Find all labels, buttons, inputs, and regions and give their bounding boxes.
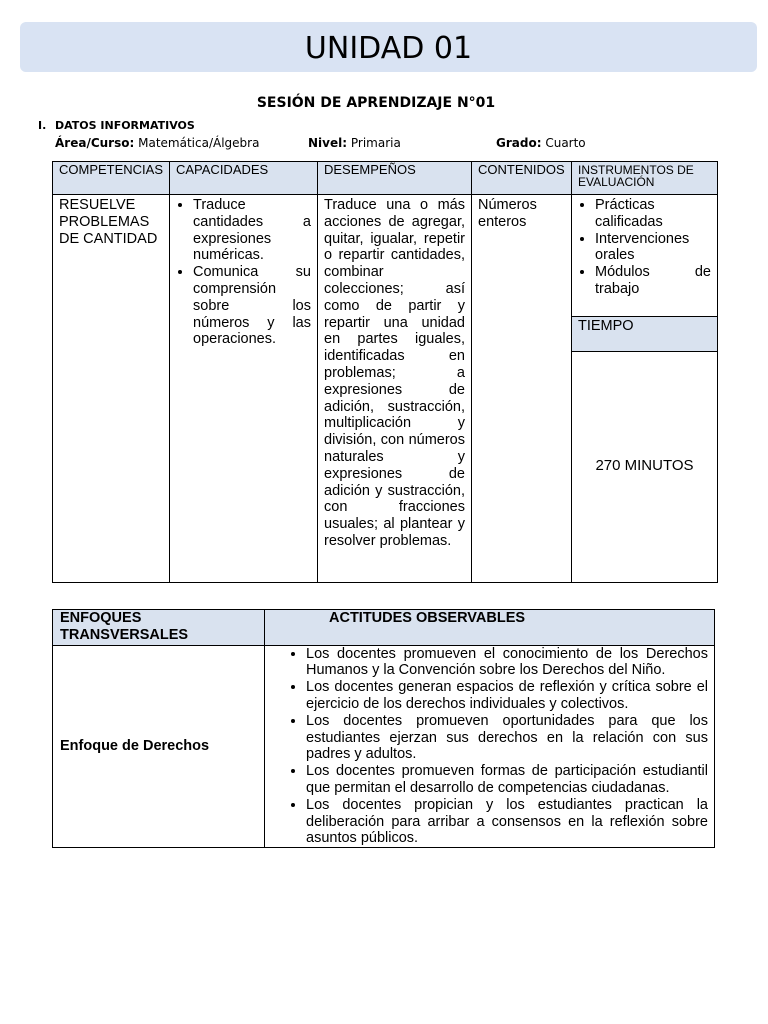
grado-label: Grado:: [496, 136, 542, 150]
instrumento-item: • Intervenciones orales: [595, 231, 711, 265]
capacidades-cell: [170, 195, 318, 583]
nivel-field: [308, 136, 401, 150]
enfoques-table: [52, 609, 715, 848]
area-field: [55, 136, 259, 150]
unit-title: UNIDAD 01: [304, 31, 473, 66]
competencias-body-row: [53, 195, 718, 583]
unit-title-banner: [20, 22, 757, 72]
capacidad-item: • Comunica su comprensión sobre los números y las operaciones.: [193, 264, 311, 348]
datos-number: I.: [38, 119, 47, 132]
competencia-cell: RESUELVE PROBLEMAS DE CANTIDAD: [53, 195, 170, 583]
competencias-table: [52, 161, 718, 583]
capacidades-list: [176, 197, 311, 348]
enfoques-body-row: [53, 645, 715, 848]
actitudes-cell: [265, 645, 715, 848]
actitud-item: • Los docentes propician y los estudiantes practican la deliberación para arribar a consensos en la reflexión sobre asuntos públicos.: [306, 797, 708, 847]
datos-title: DATOS INFORMATIVOS: [55, 119, 195, 132]
enfoque-cell: Enfoque de Derechos: [53, 645, 265, 848]
grado-value: Cuarto: [545, 136, 586, 150]
header-capacidades: CAPACIDADES: [170, 162, 318, 195]
actitudes-list: [306, 646, 708, 848]
instrumentos-list: [578, 197, 711, 298]
header-contenidos: CONTENIDOS: [472, 162, 572, 195]
header-actitudes: ACTITUDES OBSERVABLES: [265, 610, 715, 646]
instrumentos-list-cell: [572, 195, 717, 317]
competencias-header-row: [53, 162, 718, 195]
header-desempenos: DESEMPEÑOS: [318, 162, 472, 195]
header-enfoques: ENFOQUES TRANSVERSALES: [53, 610, 265, 646]
header-competencias: COMPETENCIAS: [53, 162, 170, 195]
area-value: Matemática/Álgebra: [138, 136, 260, 150]
area-label: Área/Curso:: [55, 136, 135, 150]
tiempo-label: TIEMPO: [572, 317, 717, 352]
header-instrumentos: INSTRUMENTOS DE EVALUACIÓN: [572, 162, 718, 195]
capacidad-item: • Traduce cantidades a expresiones numéricas.: [193, 197, 311, 264]
nivel-value: Primaria: [350, 136, 401, 150]
grado-field: [496, 136, 586, 150]
desempeno-cell: Traduce una o más acciones de agregar, quitar, igualar, repetir o repartir cantidades, combinar colecciones; así como de partir y repartir una unidad en partes iguales, identificadas en problemas; a expresiones de adición, sustracción, multiplicación y división, con números naturales y expresiones de adición y sustracción, con fracciones usuales; al plantear y resolver problemas.: [318, 195, 472, 583]
contenidos-cell: Números enteros: [472, 195, 572, 583]
session-title: SESIÓN DE APRENDIZAJE N°01: [256, 95, 496, 111]
enfoques-header-row: [53, 610, 715, 646]
instrumento-item: • Módulos de trabajo: [595, 264, 711, 298]
instrumentos-inner-table: [572, 195, 717, 580]
actitud-item: • Los docentes promueven formas de participación estudiantil que permitan el desarrollo de competencias ciudadanas.: [306, 763, 708, 797]
tiempo-value: 270 MINUTOS: [595, 456, 694, 474]
actitud-item: • Los docentes generan espacios de reflexión y crítica sobre el ejercicio de los derechos individuales y colectivos.: [306, 679, 708, 713]
actitud-item: • Los docentes promueven el conocimiento de los Derechos Humanos y la Convención sobre los Derechos del Niño.: [306, 646, 708, 680]
nivel-label: Nivel:: [308, 136, 348, 150]
datos-heading: [38, 119, 195, 132]
instrumento-item: • Prácticas calificadas: [595, 197, 711, 231]
actitud-item: • Los docentes promueven oportunidades para que los estudiantes ejerzan sus derechos en la relación con sus padres y adultos.: [306, 713, 708, 763]
instrumentos-cell: [572, 195, 718, 583]
